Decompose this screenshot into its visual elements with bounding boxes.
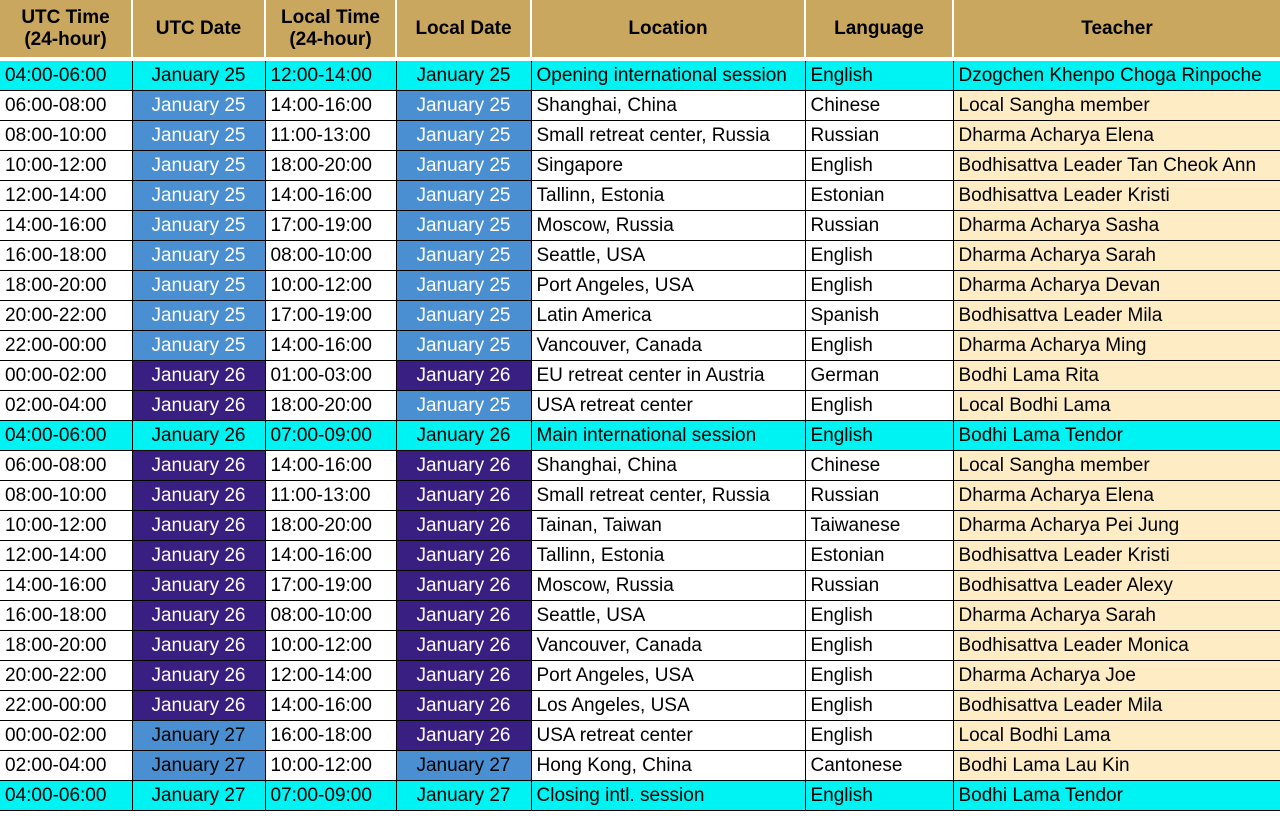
cell-utc-time: 00:00-02:00	[0, 361, 132, 391]
cell-language: Russian	[805, 211, 953, 241]
table-row	[0, 511, 1280, 541]
cell-teacher: Dharma Acharya Elena	[953, 481, 1280, 511]
cell-local-date: January 25	[396, 301, 531, 331]
cell-teacher: Dharma Acharya Sarah	[953, 241, 1280, 271]
cell-utc-time: 16:00-18:00	[0, 601, 132, 631]
table-row	[0, 661, 1280, 691]
cell-teacher: Bodhi Lama Lau Kin	[953, 751, 1280, 781]
cell-location: Hong Kong, China	[531, 751, 805, 781]
header-location: Location	[531, 0, 805, 57]
header-teacher: Teacher	[953, 0, 1280, 57]
cell-local-time: 18:00-20:00	[265, 511, 396, 541]
cell-local-date: January 26	[396, 511, 531, 541]
table-row	[0, 631, 1280, 661]
cell-local-time: 14:00-16:00	[265, 181, 396, 211]
cell-location: Seattle, USA	[531, 601, 805, 631]
table-row	[0, 541, 1280, 571]
cell-local-date: January 25	[396, 391, 531, 421]
cell-location: Singapore	[531, 151, 805, 181]
cell-local-date: January 25	[396, 241, 531, 271]
cell-teacher: Dharma Acharya Joe	[953, 661, 1280, 691]
cell-local-time: 17:00-19:00	[265, 211, 396, 241]
cell-local-date: January 26	[396, 481, 531, 511]
cell-local-date: January 26	[396, 721, 531, 751]
table-row	[0, 301, 1280, 331]
cell-language: Taiwanese	[805, 511, 953, 541]
cell-utc-time: 22:00-00:00	[0, 691, 132, 721]
cell-utc-date: January 25	[132, 241, 265, 271]
cell-utc-time: 20:00-22:00	[0, 301, 132, 331]
cell-local-time: 10:00-12:00	[265, 271, 396, 301]
cell-location: Moscow, Russia	[531, 211, 805, 241]
cell-local-time: 10:00-12:00	[265, 631, 396, 661]
cell-utc-date: January 25	[132, 271, 265, 301]
cell-utc-date: January 26	[132, 691, 265, 721]
table-row	[0, 751, 1280, 781]
cell-teacher: Dharma Acharya Ming	[953, 331, 1280, 361]
cell-location: Port Angeles, USA	[531, 271, 805, 301]
cell-location: Tallinn, Estonia	[531, 181, 805, 211]
cell-local-date: January 25	[396, 271, 531, 301]
cell-language: English	[805, 421, 953, 451]
cell-language: Russian	[805, 571, 953, 601]
cell-utc-date: January 26	[132, 631, 265, 661]
cell-location: Shanghai, China	[531, 451, 805, 481]
cell-teacher: Bodhisattva Leader Monica	[953, 631, 1280, 661]
cell-utc-date: January 26	[132, 661, 265, 691]
cell-utc-date: January 26	[132, 391, 265, 421]
cell-teacher: Local Bodhi Lama	[953, 391, 1280, 421]
cell-local-date: January 27	[396, 751, 531, 781]
cell-location: Small retreat center, Russia	[531, 481, 805, 511]
cell-teacher: Dharma Acharya Sarah	[953, 601, 1280, 631]
cell-teacher: Bodhisattva Leader Kristi	[953, 181, 1280, 211]
header-local-date: Local Date	[396, 0, 531, 57]
cell-utc-date: January 25	[132, 211, 265, 241]
cell-location: Vancouver, Canada	[531, 331, 805, 361]
cell-location: Seattle, USA	[531, 241, 805, 271]
cell-teacher: Bodhi Lama Rita	[953, 361, 1280, 391]
cell-utc-date: January 25	[132, 331, 265, 361]
cell-language: English	[805, 781, 953, 811]
cell-local-time: 14:00-16:00	[265, 91, 396, 121]
cell-language: English	[805, 661, 953, 691]
table-row	[0, 781, 1280, 811]
cell-language: English	[805, 271, 953, 301]
cell-utc-date: January 26	[132, 601, 265, 631]
cell-location: Shanghai, China	[531, 91, 805, 121]
cell-location: Moscow, Russia	[531, 571, 805, 601]
cell-local-time: 14:00-16:00	[265, 541, 396, 571]
cell-utc-time: 00:00-02:00	[0, 721, 132, 751]
header-utc-time: UTC Time (24-hour)	[0, 0, 132, 57]
cell-location: Tainan, Taiwan	[531, 511, 805, 541]
table-row	[0, 181, 1280, 211]
cell-utc-date: January 26	[132, 541, 265, 571]
cell-local-date: January 26	[396, 421, 531, 451]
cell-utc-time: 08:00-10:00	[0, 121, 132, 151]
cell-utc-date: January 26	[132, 481, 265, 511]
cell-language: Chinese	[805, 451, 953, 481]
cell-local-time: 16:00-18:00	[265, 721, 396, 751]
cell-utc-time: 04:00-06:00	[0, 421, 132, 451]
cell-teacher: Bodhi Lama Tendor	[953, 781, 1280, 811]
cell-local-time: 07:00-09:00	[265, 421, 396, 451]
cell-local-time: 14:00-16:00	[265, 691, 396, 721]
cell-teacher: Bodhisattva Leader Alexy	[953, 571, 1280, 601]
cell-teacher: Local Bodhi Lama	[953, 721, 1280, 751]
cell-location: Small retreat center, Russia	[531, 121, 805, 151]
cell-location: Latin America	[531, 301, 805, 331]
cell-language: English	[805, 241, 953, 271]
cell-location: Tallinn, Estonia	[531, 541, 805, 571]
cell-utc-time: 04:00-06:00	[0, 61, 132, 91]
cell-teacher: Dharma Acharya Sasha	[953, 211, 1280, 241]
cell-teacher: Local Sangha member	[953, 91, 1280, 121]
cell-local-date: January 25	[396, 181, 531, 211]
cell-utc-time: 04:00-06:00	[0, 781, 132, 811]
cell-local-date: January 25	[396, 61, 531, 91]
cell-teacher: Local Sangha member	[953, 451, 1280, 481]
cell-utc-date: January 25	[132, 91, 265, 121]
cell-language: English	[805, 61, 953, 91]
cell-location: EU retreat center in Austria	[531, 361, 805, 391]
cell-language: Chinese	[805, 91, 953, 121]
table-row	[0, 571, 1280, 601]
cell-utc-date: January 25	[132, 121, 265, 151]
cell-teacher: Dharma Acharya Devan	[953, 271, 1280, 301]
cell-location: Port Angeles, USA	[531, 661, 805, 691]
cell-local-date: January 25	[396, 121, 531, 151]
cell-local-time: 10:00-12:00	[265, 751, 396, 781]
cell-utc-date: January 26	[132, 511, 265, 541]
cell-utc-time: 16:00-18:00	[0, 241, 132, 271]
cell-utc-time: 06:00-08:00	[0, 91, 132, 121]
cell-teacher: Bodhisattva Leader Kristi	[953, 541, 1280, 571]
cell-utc-date: January 25	[132, 301, 265, 331]
cell-local-time: 17:00-19:00	[265, 301, 396, 331]
table-row	[0, 481, 1280, 511]
cell-local-date: January 25	[396, 151, 531, 181]
table-row	[0, 721, 1280, 751]
cell-local-time: 08:00-10:00	[265, 601, 396, 631]
table-row	[0, 61, 1280, 91]
table-row	[0, 121, 1280, 151]
header-row	[0, 0, 1280, 57]
cell-language: Estonian	[805, 541, 953, 571]
cell-utc-date: January 25	[132, 61, 265, 91]
cell-location: Main international session	[531, 421, 805, 451]
cell-utc-time: 06:00-08:00	[0, 451, 132, 481]
cell-local-date: January 26	[396, 691, 531, 721]
table-row	[0, 271, 1280, 301]
cell-utc-time: 12:00-14:00	[0, 181, 132, 211]
header-utc-date: UTC Date	[132, 0, 265, 57]
cell-language: English	[805, 391, 953, 421]
cell-utc-time: 22:00-00:00	[0, 331, 132, 361]
cell-language: Estonian	[805, 181, 953, 211]
cell-local-time: 07:00-09:00	[265, 781, 396, 811]
cell-utc-time: 20:00-22:00	[0, 661, 132, 691]
table-row	[0, 451, 1280, 481]
cell-local-date: January 26	[396, 571, 531, 601]
cell-utc-time: 14:00-16:00	[0, 571, 132, 601]
cell-language: English	[805, 151, 953, 181]
cell-language: English	[805, 601, 953, 631]
table-row	[0, 241, 1280, 271]
cell-local-date: January 26	[396, 451, 531, 481]
cell-utc-time: 08:00-10:00	[0, 481, 132, 511]
cell-local-date: January 26	[396, 361, 531, 391]
cell-local-date: January 25	[396, 211, 531, 241]
table-body	[0, 61, 1280, 811]
cell-location: USA retreat center	[531, 721, 805, 751]
header-local-time: Local Time (24-hour)	[265, 0, 396, 57]
cell-teacher: Dharma Acharya Elena	[953, 121, 1280, 151]
cell-utc-date: January 26	[132, 571, 265, 601]
cell-utc-date: January 26	[132, 451, 265, 481]
cell-language: Russian	[805, 481, 953, 511]
table-row	[0, 211, 1280, 241]
cell-teacher: Bodhisattva Leader Tan Cheok Ann	[953, 151, 1280, 181]
cell-local-date: January 25	[396, 91, 531, 121]
cell-utc-time: 10:00-12:00	[0, 511, 132, 541]
cell-teacher: Bodhisattva Leader Mila	[953, 691, 1280, 721]
cell-utc-time: 02:00-04:00	[0, 391, 132, 421]
cell-local-date: January 27	[396, 781, 531, 811]
cell-location: Closing intl. session	[531, 781, 805, 811]
cell-local-time: 01:00-03:00	[265, 361, 396, 391]
cell-language: Cantonese	[805, 751, 953, 781]
cell-location: Los Angeles, USA	[531, 691, 805, 721]
cell-teacher: Dharma Acharya Pei Jung	[953, 511, 1280, 541]
cell-location: Opening international session	[531, 61, 805, 91]
cell-utc-date: January 26	[132, 421, 265, 451]
cell-utc-time: 10:00-12:00	[0, 151, 132, 181]
cell-location: Vancouver, Canada	[531, 631, 805, 661]
cell-language: Russian	[805, 121, 953, 151]
cell-teacher: Bodhisattva Leader Mila	[953, 301, 1280, 331]
cell-language: Spanish	[805, 301, 953, 331]
cell-local-time: 18:00-20:00	[265, 151, 396, 181]
cell-local-date: January 25	[396, 331, 531, 361]
table-row	[0, 421, 1280, 451]
table-row	[0, 91, 1280, 121]
cell-utc-date: January 27	[132, 751, 265, 781]
table-row	[0, 151, 1280, 181]
cell-local-time: 18:00-20:00	[265, 391, 396, 421]
cell-local-time: 14:00-16:00	[265, 451, 396, 481]
cell-local-time: 11:00-13:00	[265, 121, 396, 151]
cell-local-time: 12:00-14:00	[265, 61, 396, 91]
table-row	[0, 691, 1280, 721]
cell-utc-time: 14:00-16:00	[0, 211, 132, 241]
cell-utc-time: 12:00-14:00	[0, 541, 132, 571]
cell-language: English	[805, 721, 953, 751]
cell-utc-time: 18:00-20:00	[0, 631, 132, 661]
cell-local-date: January 26	[396, 631, 531, 661]
table-row	[0, 361, 1280, 391]
cell-utc-time: 02:00-04:00	[0, 751, 132, 781]
cell-local-time: 14:00-16:00	[265, 331, 396, 361]
cell-utc-date: January 27	[132, 781, 265, 811]
cell-utc-date: January 25	[132, 151, 265, 181]
cell-local-time: 08:00-10:00	[265, 241, 396, 271]
header-language: Language	[805, 0, 953, 57]
cell-local-time: 17:00-19:00	[265, 571, 396, 601]
cell-local-time: 11:00-13:00	[265, 481, 396, 511]
table-row	[0, 331, 1280, 361]
table-row	[0, 391, 1280, 421]
cell-language: English	[805, 331, 953, 361]
cell-utc-time: 18:00-20:00	[0, 271, 132, 301]
cell-utc-date: January 26	[132, 361, 265, 391]
cell-language: German	[805, 361, 953, 391]
cell-utc-date: January 27	[132, 721, 265, 751]
cell-language: English	[805, 691, 953, 721]
cell-location: USA retreat center	[531, 391, 805, 421]
cell-teacher: Bodhi Lama Tendor	[953, 421, 1280, 451]
cell-language: English	[805, 631, 953, 661]
cell-teacher: Dzogchen Khenpo Choga Rinpoche	[953, 61, 1280, 91]
cell-utc-date: January 25	[132, 181, 265, 211]
table-row	[0, 601, 1280, 631]
cell-local-date: January 26	[396, 601, 531, 631]
cell-local-date: January 26	[396, 661, 531, 691]
cell-local-time: 12:00-14:00	[265, 661, 396, 691]
cell-local-date: January 26	[396, 541, 531, 571]
